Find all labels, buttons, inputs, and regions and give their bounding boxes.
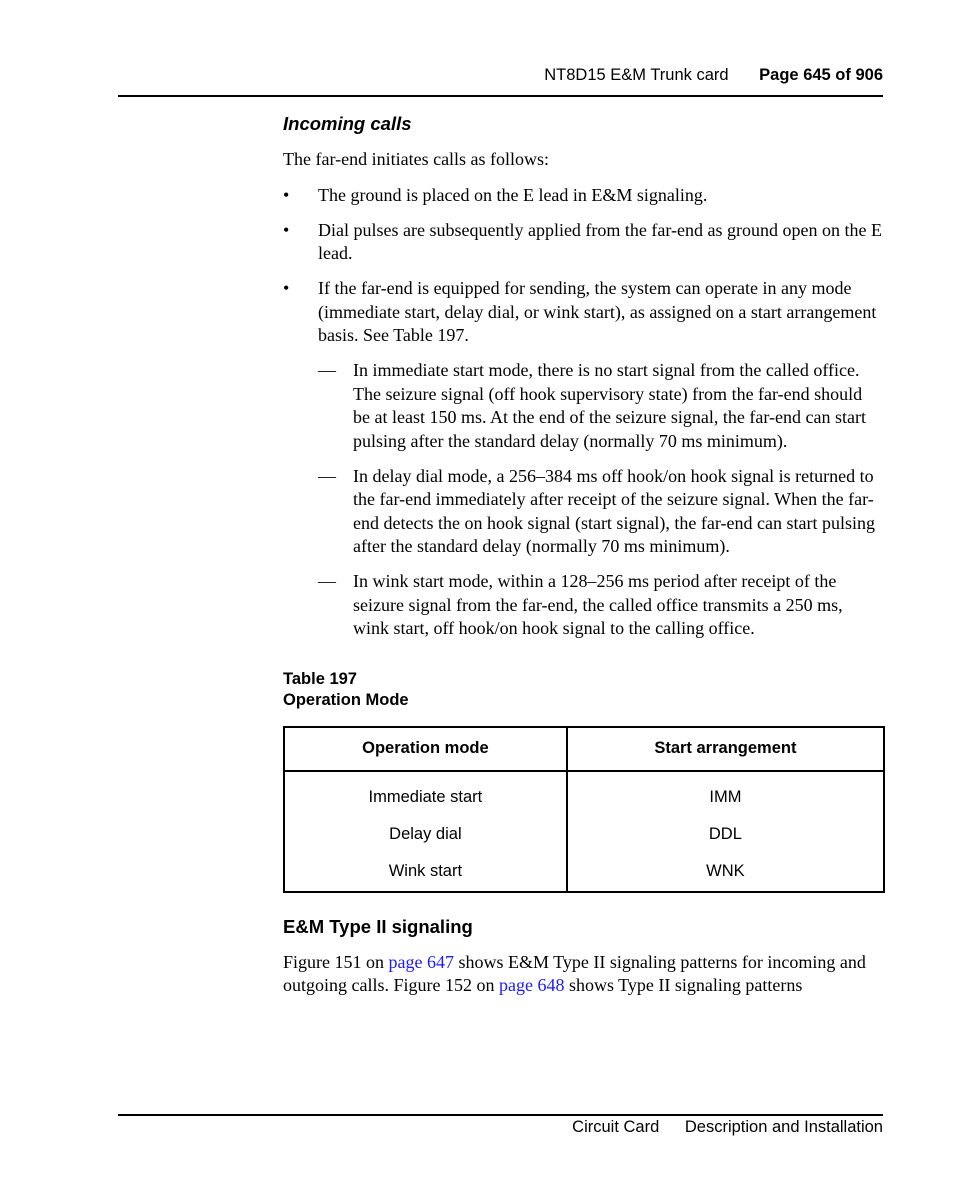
table-caption: [283, 669, 883, 712]
bullet-mark: •: [283, 278, 290, 298]
column-header: Operation mode: [284, 727, 567, 771]
table-row: [284, 854, 884, 892]
table-cell: IMM: [567, 771, 884, 817]
table-row: [284, 771, 884, 817]
column-header: Start arrangement: [567, 727, 884, 771]
intro-paragraph: The far-end initiates calls as follows:: [283, 149, 550, 169]
footer-rule: [118, 1114, 883, 1116]
table-cell: Immediate start: [284, 771, 567, 817]
table-row: [284, 817, 884, 854]
page-number: Page 645 of 906: [759, 66, 883, 84]
document-title: NT8D15 E&M Trunk card: [544, 66, 729, 84]
dash-text: In wink start mode, within a 128–256 ms period after receipt of the seizure signal from the far-end, the called office transmits a 250 ms, wink start, off hook/on hook signal to the calling office.: [353, 571, 843, 638]
paragraph-text: shows Type II signaling patterns: [564, 975, 803, 995]
dash-mark: —: [318, 360, 336, 380]
paragraph-text: shows E&M Type II signaling patterns for incoming and outgoing calls. Figure 152 on: [283, 951, 866, 995]
bullet-item: [283, 184, 883, 208]
footer-book-title: Circuit Card: [572, 1118, 660, 1136]
bullet-mark: •: [283, 219, 290, 240]
operation-mode-table: [283, 726, 885, 893]
table-cell: WNK: [567, 854, 884, 892]
dash-item: [283, 570, 883, 641]
dash-text: In immediate start mode, there is no start signal from the called office. The seizure signal (off hook supervisory state) from the far-end should be at least 150 ms. At the end of the seizure signal, the far-end can start pulsing after the standard delay (normally 70 ms minimum).: [353, 360, 866, 451]
type-ii-signaling-heading: E&M Type II signaling: [283, 915, 473, 937]
page-648-link[interactable]: page 648: [498, 975, 565, 995]
bullet-text: Dial pulses are subsequently applied from the far-end as ground open on the E lead.: [318, 219, 882, 263]
page-footer: [572, 1118, 883, 1137]
bullet-text: The ground is placed on the E lead in E&M signaling.: [318, 184, 708, 205]
table-cell: Wink start: [284, 854, 567, 892]
bullet-item: [283, 277, 883, 348]
bullet-mark: •: [283, 184, 290, 205]
paragraph-text: Figure 151 on: [283, 951, 389, 972]
incoming-calls-heading: Incoming calls: [283, 113, 412, 134]
table-title: Operation Mode: [283, 691, 409, 709]
table-header-row: [284, 727, 884, 771]
page-content: [283, 112, 883, 998]
table-cell: Delay dial: [284, 817, 567, 854]
page-header: [544, 66, 883, 85]
dash-mark: —: [318, 571, 336, 591]
type-ii-paragraph: [283, 951, 883, 998]
table-cell: DDL: [567, 817, 884, 854]
dash-item: [283, 359, 883, 453]
footer-book-subtitle: Description and Installation: [684, 1118, 883, 1136]
bullet-item: [283, 219, 883, 266]
page-647-link[interactable]: page 647: [388, 951, 454, 972]
header-rule: [118, 95, 883, 97]
table-number: Table 197: [283, 669, 357, 688]
dash-item: [283, 465, 883, 559]
dash-text: In delay dial mode, a 256–384 ms off hook/on hook signal is returned to the far-end immediately after receipt of the seizure signal. When the far-end detects the on hook signal (start signal), the far-end can start pulsing after the standard delay (normally 70 ms minimum).: [353, 465, 875, 556]
bullet-text: If the far-end is equipped for sending, the system can operate in any mode (immediate start, delay dial, or wink start), as assigned on a start arrangement basis. See Table 197.: [318, 278, 877, 345]
dash-mark: —: [318, 465, 336, 486]
